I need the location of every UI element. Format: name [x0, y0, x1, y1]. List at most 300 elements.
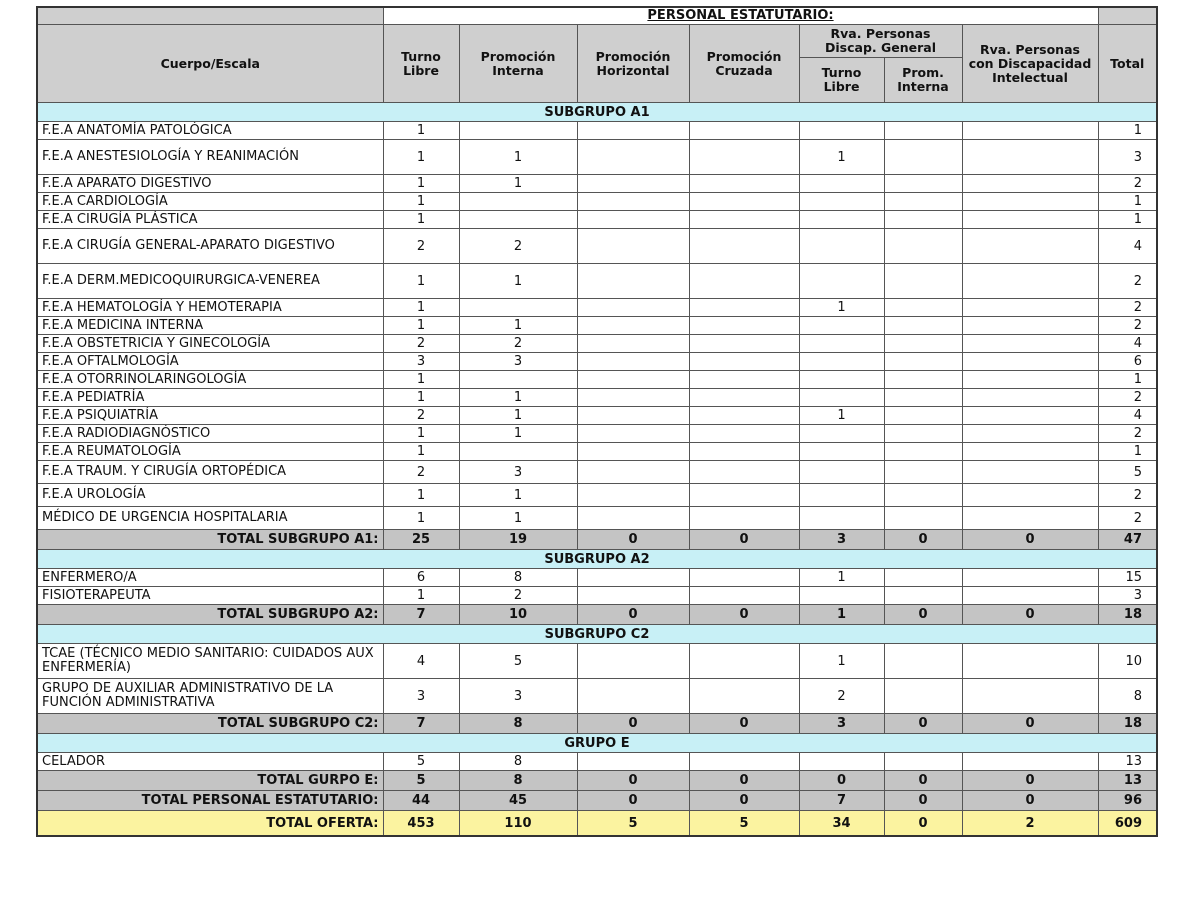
row-value [577, 175, 689, 193]
row-value: 2 [1098, 507, 1157, 530]
row-value: 3 [1098, 140, 1157, 175]
row-value: 1 [383, 484, 459, 507]
row-value: 4 [1098, 407, 1157, 425]
row-value: 1 [383, 317, 459, 335]
row-value [459, 443, 577, 461]
total-oferta-value: 0 [884, 811, 962, 837]
row-label: F.E.A RADIODIAGNÓSTICO [37, 425, 383, 443]
row-label: F.E.A OBSTETRICIA Y GINECOLOGÍA [37, 335, 383, 353]
row-value: 8 [459, 569, 577, 587]
row-value [689, 753, 799, 771]
row-value [884, 507, 962, 530]
header-promocion-cruzada: Promoción Cruzada [689, 25, 799, 103]
row-value [689, 335, 799, 353]
row-label: MÉDICO DE URGENCIA HOSPITALARIA [37, 507, 383, 530]
row-label: F.E.A HEMATOLOGÍA Y HEMOTERAPIA [37, 299, 383, 317]
row-value: 1 [799, 644, 884, 679]
row-value: 2 [1098, 484, 1157, 507]
row-value [962, 644, 1098, 679]
row-value [459, 193, 577, 211]
row-value [577, 353, 689, 371]
row-value: 5 [459, 644, 577, 679]
oferta-table [36, 6, 1158, 837]
row-value: 10 [1098, 644, 1157, 679]
row-value [689, 353, 799, 371]
row-value [577, 679, 689, 714]
row-value [689, 587, 799, 605]
row-label: FISIOTERAPEUTA [37, 587, 383, 605]
row-value: 1 [459, 407, 577, 425]
subtotal-value: 0 [689, 714, 799, 734]
subtotal-value: 0 [962, 530, 1098, 550]
row-value: 1 [383, 587, 459, 605]
table-row [37, 299, 1157, 317]
row-value: 1 [1098, 443, 1157, 461]
row-value: 2 [799, 679, 884, 714]
table-row [37, 587, 1157, 605]
table-row [37, 335, 1157, 353]
row-value: 3 [1098, 587, 1157, 605]
row-value [577, 140, 689, 175]
row-value: 1 [459, 264, 577, 299]
row-value [962, 317, 1098, 335]
table-row [37, 353, 1157, 371]
subtotal-value: 19 [459, 530, 577, 550]
row-value: 1 [799, 299, 884, 317]
section-title: SUBGRUPO C2 [37, 625, 1157, 644]
row-value [799, 461, 884, 484]
row-value [962, 484, 1098, 507]
subtotal-value: 0 [577, 605, 689, 625]
row-value [799, 484, 884, 507]
row-value: 1 [383, 443, 459, 461]
row-value: 6 [1098, 353, 1157, 371]
subtotal-label: TOTAL SUBGRUPO C2: [37, 714, 383, 734]
row-value [962, 587, 1098, 605]
subtotal-value: 1 [799, 605, 884, 625]
row-value [884, 569, 962, 587]
row-value [884, 299, 962, 317]
row-value [689, 264, 799, 299]
row-value: 2 [383, 335, 459, 353]
row-value [689, 569, 799, 587]
subtotal-value: 0 [884, 714, 962, 734]
row-label: F.E.A PEDIATRÍA [37, 389, 383, 407]
row-value: 8 [459, 753, 577, 771]
table-row [37, 122, 1157, 140]
total-personal-value: 44 [383, 791, 459, 811]
table-row [37, 371, 1157, 389]
row-value [577, 335, 689, 353]
section-header [37, 550, 1157, 569]
row-value: 1 [383, 371, 459, 389]
header-promocion-horizontal: Promoción Horizontal [577, 25, 689, 103]
row-value: 1 [799, 569, 884, 587]
row-label: F.E.A OTORRINOLARINGOLOGÍA [37, 371, 383, 389]
row-value: 4 [1098, 335, 1157, 353]
subtotal-value: 8 [459, 714, 577, 734]
table-row [37, 317, 1157, 335]
total-personal-value: 0 [689, 791, 799, 811]
table-row [37, 484, 1157, 507]
total-personal-value: 0 [962, 791, 1098, 811]
subtotal-value: 47 [1098, 530, 1157, 550]
subtotal-value: 0 [884, 771, 962, 791]
section-title: SUBGRUPO A1 [37, 103, 1157, 122]
row-value: 15 [1098, 569, 1157, 587]
row-value: 2 [1098, 425, 1157, 443]
row-value [884, 371, 962, 389]
row-value: 1 [1098, 193, 1157, 211]
row-value [884, 264, 962, 299]
subtotal-value: 13 [1098, 771, 1157, 791]
table-body [37, 103, 1157, 837]
row-value [884, 335, 962, 353]
row-value: 2 [459, 587, 577, 605]
row-value [962, 193, 1098, 211]
table-row [37, 753, 1157, 771]
row-value [689, 371, 799, 389]
row-label: F.E.A ANESTESIOLOGÍA Y REANIMACIÓN [37, 140, 383, 175]
subtotal-value: 0 [962, 771, 1098, 791]
row-value: 13 [1098, 753, 1157, 771]
row-value [459, 371, 577, 389]
subtotal-label: TOTAL SUBGRUPO A2: [37, 605, 383, 625]
row-value [884, 229, 962, 264]
row-value [962, 389, 1098, 407]
row-value [689, 507, 799, 530]
row-value [884, 317, 962, 335]
row-value [689, 443, 799, 461]
total-personal-value: 7 [799, 791, 884, 811]
subtotal-row [37, 605, 1157, 625]
row-value [577, 371, 689, 389]
row-value [962, 443, 1098, 461]
row-value [689, 299, 799, 317]
row-value [799, 389, 884, 407]
row-label: F.E.A CIRUGÍA GENERAL-APARATO DIGESTIVO [37, 229, 383, 264]
row-value [577, 425, 689, 443]
subtotal-value: 3 [799, 530, 884, 550]
total-oferta-label: TOTAL OFERTA: [37, 811, 383, 837]
row-value [577, 317, 689, 335]
total-oferta-value: 453 [383, 811, 459, 837]
row-value: 1 [383, 140, 459, 175]
row-value [962, 753, 1098, 771]
row-value [884, 193, 962, 211]
row-value [884, 211, 962, 229]
row-value: 5 [1098, 461, 1157, 484]
row-value [459, 211, 577, 229]
row-value [884, 644, 962, 679]
row-value [689, 122, 799, 140]
row-value [962, 679, 1098, 714]
header-rva-intelectual: Rva. Personas con Discapacidad Intelectual [962, 25, 1098, 103]
total-personal-row [37, 791, 1157, 811]
total-oferta-value: 34 [799, 811, 884, 837]
subtotal-value: 0 [962, 605, 1098, 625]
row-value: 1 [383, 299, 459, 317]
subtotal-value: 25 [383, 530, 459, 550]
row-label: F.E.A CARDIOLOGÍA [37, 193, 383, 211]
row-value [577, 193, 689, 211]
table-row [37, 461, 1157, 484]
row-value [884, 175, 962, 193]
row-value: 1 [799, 407, 884, 425]
total-oferta-value: 2 [962, 811, 1098, 837]
row-value: 2 [383, 461, 459, 484]
row-value: 2 [383, 229, 459, 264]
row-value [689, 484, 799, 507]
row-value [884, 484, 962, 507]
row-value [577, 389, 689, 407]
subtotal-value: 0 [577, 530, 689, 550]
row-value [962, 264, 1098, 299]
row-label: F.E.A TRAUM. Y CIRUGÍA ORTOPÉDICA [37, 461, 383, 484]
section-header [37, 103, 1157, 122]
subtotal-value: 0 [799, 771, 884, 791]
subtotal-value: 3 [799, 714, 884, 734]
row-value [577, 229, 689, 264]
header-cuerpo: Cuerpo/Escala [37, 25, 383, 103]
row-value [799, 175, 884, 193]
total-personal-value: 0 [577, 791, 689, 811]
subtotal-value: 18 [1098, 714, 1157, 734]
table-row [37, 507, 1157, 530]
section-header [37, 734, 1157, 753]
row-label: GRUPO DE AUXILIAR ADMINISTRATIVO DE LA FUNCIÓN ADMINISTRATIVA [37, 679, 383, 714]
row-value [689, 229, 799, 264]
row-value [577, 443, 689, 461]
subtotal-value: 5 [383, 771, 459, 791]
row-value [577, 299, 689, 317]
row-value [962, 461, 1098, 484]
row-label: F.E.A REUMATOLOGÍA [37, 443, 383, 461]
row-value [577, 507, 689, 530]
total-oferta-value: 609 [1098, 811, 1157, 837]
row-value: 1 [383, 507, 459, 530]
row-value [884, 753, 962, 771]
row-value [577, 461, 689, 484]
row-value [799, 443, 884, 461]
total-oferta-value: 5 [689, 811, 799, 837]
row-value [962, 122, 1098, 140]
row-label: F.E.A CIRUGÍA PLÁSTICA [37, 211, 383, 229]
row-value: 1 [383, 389, 459, 407]
row-value [962, 211, 1098, 229]
subtotal-label: TOTAL SUBGRUPO A1: [37, 530, 383, 550]
row-label: ENFERMERO/A [37, 569, 383, 587]
table-title: PERSONAL ESTATUTARIO: [383, 7, 1098, 25]
row-value: 1 [383, 193, 459, 211]
table-row [37, 425, 1157, 443]
row-value: 2 [459, 335, 577, 353]
row-value [884, 122, 962, 140]
row-label: TCAE (TÉCNICO MEDIO SANITARIO: CUIDADOS AUX ENFERMERÍA) [37, 644, 383, 679]
row-value: 2 [1098, 317, 1157, 335]
row-value: 1 [1098, 371, 1157, 389]
table-row [37, 644, 1157, 679]
row-value [799, 211, 884, 229]
row-value: 4 [383, 644, 459, 679]
row-value: 1 [459, 484, 577, 507]
row-value: 2 [459, 229, 577, 264]
row-value: 8 [1098, 679, 1157, 714]
row-value [799, 425, 884, 443]
row-value [799, 507, 884, 530]
row-value: 2 [1098, 389, 1157, 407]
table-row [37, 407, 1157, 425]
row-value: 1 [383, 122, 459, 140]
row-value [689, 211, 799, 229]
subtotal-value: 7 [383, 605, 459, 625]
subtotal-label: TOTAL GURPO E: [37, 771, 383, 791]
header-rva-discap-general: Rva. Personas Discap. General [799, 25, 962, 58]
row-value: 5 [383, 753, 459, 771]
table-row [37, 140, 1157, 175]
row-value [799, 229, 884, 264]
row-value [799, 122, 884, 140]
row-value [962, 175, 1098, 193]
row-value [799, 587, 884, 605]
section-header [37, 625, 1157, 644]
row-value: 3 [459, 679, 577, 714]
row-value [799, 193, 884, 211]
header-rva-turno-libre: Turno Libre [799, 58, 884, 103]
section-title: SUBGRUPO A2 [37, 550, 1157, 569]
subtotal-row [37, 530, 1157, 550]
table-row [37, 679, 1157, 714]
subtotal-row [37, 714, 1157, 734]
row-value [577, 753, 689, 771]
table-row [37, 229, 1157, 264]
row-value [884, 425, 962, 443]
row-value [689, 407, 799, 425]
row-value: 2 [1098, 299, 1157, 317]
row-value [962, 425, 1098, 443]
table-row [37, 175, 1157, 193]
row-value [962, 229, 1098, 264]
total-personal-value: 96 [1098, 791, 1157, 811]
row-value [962, 140, 1098, 175]
total-personal-value: 45 [459, 791, 577, 811]
row-value [577, 407, 689, 425]
row-value [689, 140, 799, 175]
row-value: 1 [459, 175, 577, 193]
row-value: 2 [1098, 264, 1157, 299]
row-value [884, 389, 962, 407]
row-value [799, 335, 884, 353]
row-value [689, 317, 799, 335]
row-value: 3 [383, 679, 459, 714]
table-row [37, 443, 1157, 461]
subtotal-value: 0 [577, 771, 689, 791]
total-oferta-row [37, 811, 1157, 837]
subtotal-value: 0 [577, 714, 689, 734]
row-value: 3 [459, 461, 577, 484]
subtotal-value: 8 [459, 771, 577, 791]
row-label: F.E.A PSIQUIATRÍA [37, 407, 383, 425]
header-rva-prom-interna: Prom. Interna [884, 58, 962, 103]
row-value: 3 [459, 353, 577, 371]
header-turno-libre: Turno Libre [383, 25, 459, 103]
row-label: F.E.A DERM.MEDICOQUIRURGICA-VENEREA [37, 264, 383, 299]
row-value [884, 443, 962, 461]
subtotal-value: 10 [459, 605, 577, 625]
total-personal-value: 0 [884, 791, 962, 811]
row-value [884, 407, 962, 425]
row-value [799, 371, 884, 389]
table-row [37, 264, 1157, 299]
row-value [799, 753, 884, 771]
row-value [689, 461, 799, 484]
subtotal-value: 0 [884, 530, 962, 550]
row-label: CELADOR [37, 753, 383, 771]
row-value [799, 353, 884, 371]
subtotal-value: 7 [383, 714, 459, 734]
row-value [962, 353, 1098, 371]
subtotal-value: 18 [1098, 605, 1157, 625]
row-value [689, 193, 799, 211]
row-value: 1 [383, 264, 459, 299]
total-oferta-value: 110 [459, 811, 577, 837]
row-value: 1 [383, 175, 459, 193]
row-value: 1 [1098, 211, 1157, 229]
row-label: F.E.A MEDICINA INTERNA [37, 317, 383, 335]
row-value [962, 407, 1098, 425]
subtotal-value: 0 [689, 530, 799, 550]
table-row [37, 193, 1157, 211]
row-value [459, 122, 577, 140]
row-value: 1 [459, 389, 577, 407]
row-value: 6 [383, 569, 459, 587]
row-value [689, 644, 799, 679]
row-value: 1 [799, 140, 884, 175]
row-value [884, 353, 962, 371]
total-personal-label: TOTAL PERSONAL ESTATUTARIO: [37, 791, 383, 811]
row-value: 2 [1098, 175, 1157, 193]
row-label: F.E.A OFTALMOLOGÍA [37, 353, 383, 371]
row-value: 3 [383, 353, 459, 371]
row-value [689, 175, 799, 193]
row-value [799, 264, 884, 299]
row-value [577, 587, 689, 605]
row-value [884, 587, 962, 605]
row-value: 1 [459, 425, 577, 443]
row-value [962, 371, 1098, 389]
row-value: 1 [383, 425, 459, 443]
total-oferta-value: 5 [577, 811, 689, 837]
section-title: GRUPO E [37, 734, 1157, 753]
subtotal-value: 0 [962, 714, 1098, 734]
row-value: 2 [383, 407, 459, 425]
row-value [577, 644, 689, 679]
row-value [577, 569, 689, 587]
row-value [689, 389, 799, 407]
row-value [577, 264, 689, 299]
subtotal-value: 0 [884, 605, 962, 625]
row-value: 1 [459, 140, 577, 175]
row-value [884, 140, 962, 175]
subtotal-value: 0 [689, 605, 799, 625]
header-promocion-interna: Promoción Interna [459, 25, 577, 103]
table-row [37, 389, 1157, 407]
row-label: F.E.A APARATO DIGESTIVO [37, 175, 383, 193]
row-value [577, 211, 689, 229]
row-label: F.E.A ANATOMÍA PATOLÓGICA [37, 122, 383, 140]
row-value: 1 [459, 317, 577, 335]
row-value [577, 122, 689, 140]
